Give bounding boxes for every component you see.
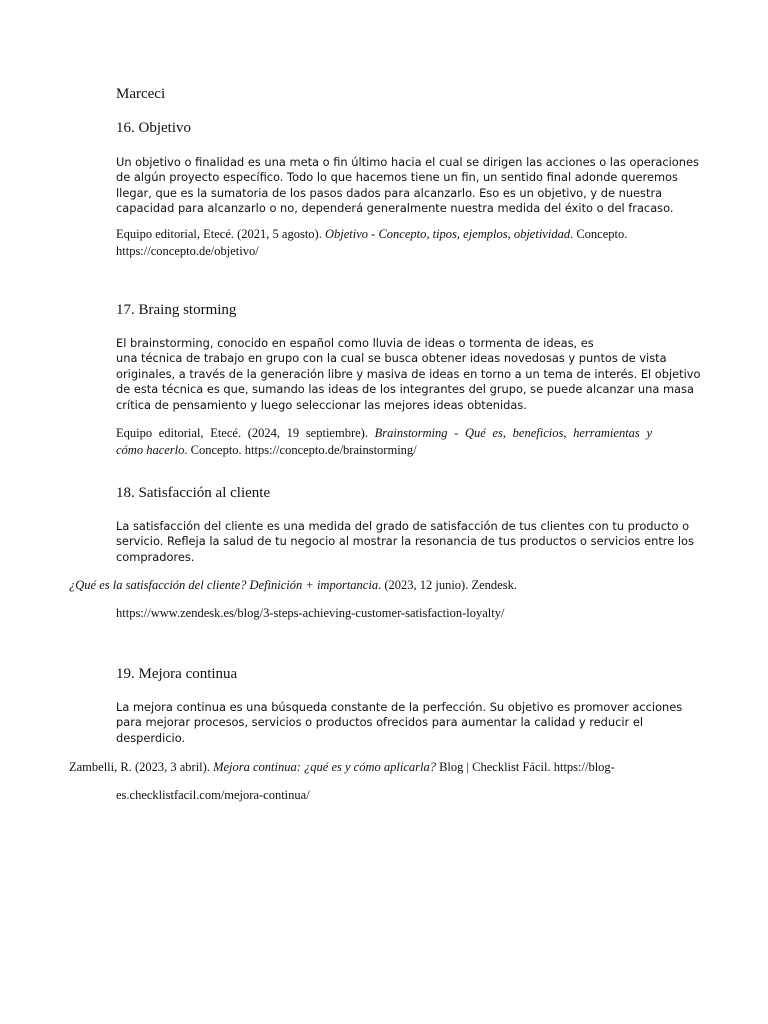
author-name: Marceci [116, 86, 166, 102]
body-line: desperdicio. [116, 730, 186, 745]
reference-text: . Concepto. [570, 227, 628, 241]
reference-text: Equipo editorial, Etecé. (2024, 19 septiembre). [116, 426, 375, 440]
body-line: capacidad para alcanzarlo o no, dependerá generalmente nuestra medida del éxito o del fracaso. [116, 201, 674, 216]
section-body-brainstorming [116, 336, 701, 413]
reference-url: https://www.zendesk.es/blog/3-steps-achieving-customer-satisfaction-loyalty/ [116, 606, 505, 620]
reference-text: Blog | Checklist Fácil. https://blog- [435, 760, 615, 774]
reference-title: cómo hacerlo [116, 443, 185, 457]
reference-text: . (2023, 12 junio). Zendesk. [378, 578, 517, 592]
body-line: para mejorar procesos, servicios o productos ofrecidos para aumentar la calidad y reducir el [116, 715, 644, 730]
body-line: de esta técnica es que, sumando las ideas de los integrantes del grupo, se puede alcanzar una masa [116, 382, 694, 397]
body-line: El brainstorming, conocido en español como lluvia de ideas o tormenta de ideas, es [116, 336, 594, 350]
section-heading-mejora: 19. Mejora continua [116, 666, 238, 682]
reference-objetivo [116, 226, 652, 260]
body-line: una técnica de trabajo en grupo con la cual se busca obtener ideas novedosas y puntos de vista [116, 351, 667, 366]
body-line: originales, a través de la generación libre y masiva de ideas en torno a un tema de interés. El objetivo [116, 366, 701, 381]
reference-mejora [69, 759, 669, 776]
reference-satisfaccion [69, 577, 669, 594]
body-line: llegar, que es la sumatoria de los pasos dados para alcanzarlo. Eso es un objetivo, y de nuestra [116, 185, 663, 200]
reference-title: Objetivo - Concepto, tipos, ejemplos, objetividad [324, 227, 571, 241]
section-body-satisfaccion [116, 519, 694, 565]
body-line: Un objetivo o finalidad es una meta o fin último hacia el cual se dirigen las acciones o las operaciones [116, 155, 699, 169]
section-body-objetivo [116, 155, 699, 217]
body-line: compradores. [116, 549, 195, 564]
body-line: La mejora continua es una búsqueda constante de la perfección. Su objetivo es promover acciones [116, 700, 683, 714]
reference-url: https://concepto.de/objetivo/ [116, 244, 259, 258]
reference-title: Brainstorming - Qué es, beneficios, herramientas y [374, 426, 652, 440]
body-line: de algún proyecto específico. Todo lo que hacemos tiene un fin, un sentido final adonde queremos [116, 170, 678, 185]
reference-title: Mejora continua: ¿qué es y cómo aplicarla? [213, 760, 436, 774]
section-heading-brainstorming: 17. Braing storming [116, 302, 237, 318]
reference-text: . Concepto. https://concepto.de/brainstorming/ [184, 443, 417, 457]
body-line: servicio. Refleja la salud de tu negocio al mostrar la resonancia de tus productos o servicios entre los [116, 534, 694, 549]
reference-brainstorming [116, 425, 652, 459]
body-line: crítica de pensamiento y luego seleccionar las mejores ideas obtenidas. [116, 397, 527, 412]
reference-text: Equipo editorial, Etecé. (2021, 5 agosto). [116, 227, 325, 241]
reference-url: es.checklistfacil.com/mejora-continua/ [116, 788, 310, 802]
reference-text: Zambelli, R. (2023, 3 abril). [69, 760, 214, 774]
section-heading-satisfaccion: 18. Satisfacción al cliente [116, 485, 271, 501]
body-line: La satisfacción del cliente es una medida del grado de satisfacción de tus clientes con tu producto o [116, 519, 690, 533]
section-body-mejora [116, 700, 683, 746]
reference-title: ¿Qué es la satisfacción del cliente? Definición + importancia [69, 578, 379, 592]
section-heading-objetivo: 16. Objetivo [116, 120, 191, 136]
